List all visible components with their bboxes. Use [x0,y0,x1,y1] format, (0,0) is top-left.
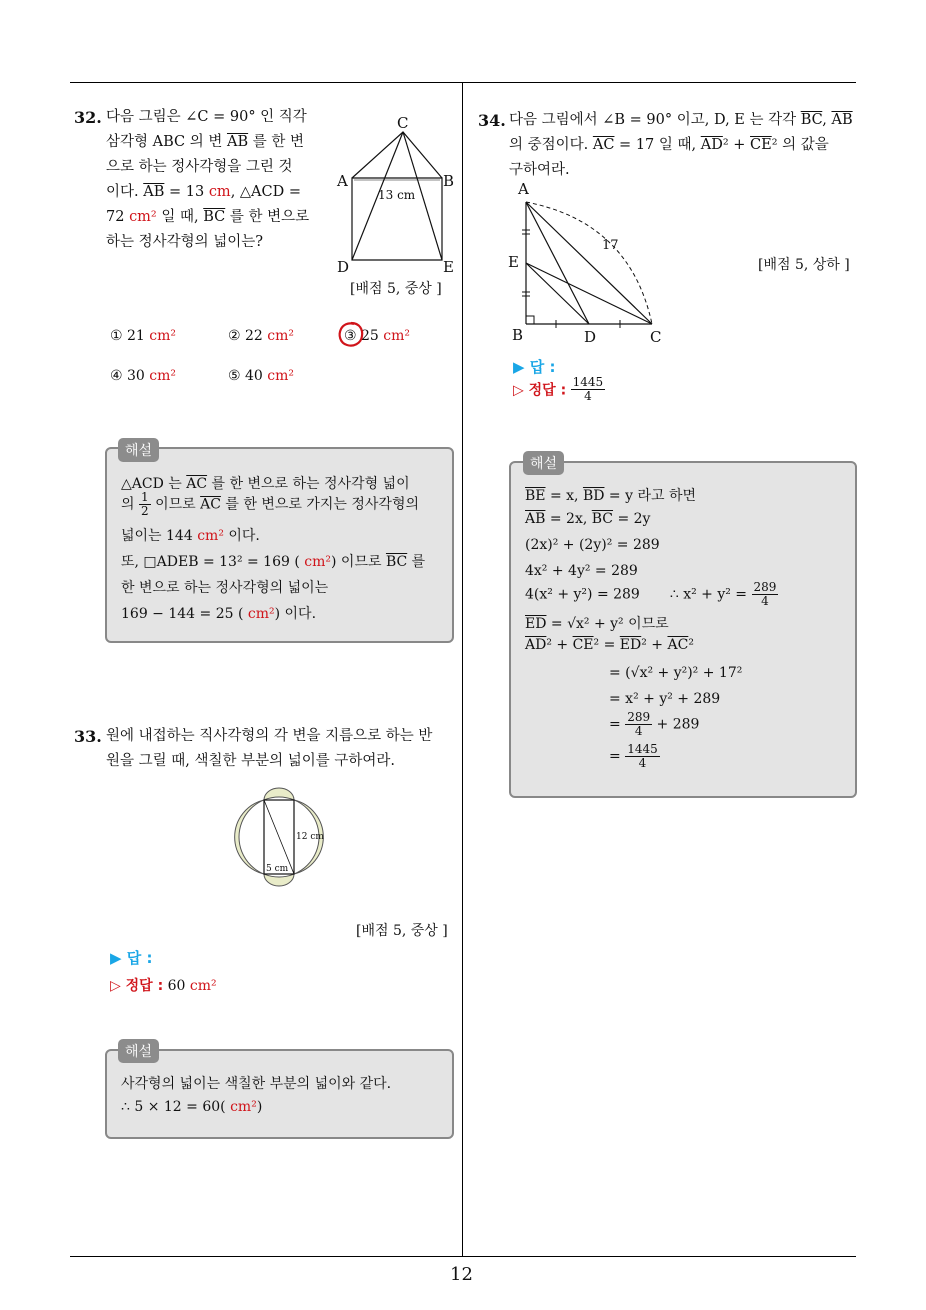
q32-choice-2[interactable]: ② 22 cm² [228,328,295,344]
q34-label-len: 17 [602,238,619,253]
q32-label-len: 13 cm [378,188,416,202]
q32-question [106,105,336,255]
q34-label-C: C [650,328,662,346]
q32-line2: 삼각형 ABC 의 변 $\overline{AB}$ 를 한 변 [106,134,304,150]
q32-line4: 이다. $\overline{AB} = 13$ cm, △ACD = [106,184,302,200]
q34-answer-input[interactable] [584,354,834,374]
q32-solution-box [105,447,454,643]
q33-label-width: 5 cm [266,864,289,874]
q33-line2: 원을 그릴 때, 색칠한 부분의 넓이를 구하여라. [106,753,395,769]
q33-solution-box [105,1049,454,1139]
q33-answer-label: ▶ 답 : [110,949,153,967]
q34-label-E: E [508,253,519,271]
q34-label-A: A [518,180,529,198]
q32-label-B: B [443,172,455,190]
q32-sol-line6: 169 − 144 = 25 ( cm²) 이다. [121,606,317,622]
q34-sol-line5: 4(x² + y²) = 289 ∴ x² + y² = $\frac{289}{4}$ [525,580,777,608]
q34-score: [배점 5, 상하 ] [758,257,850,273]
q32-sol-line5: 한 변으로 하는 정사각형의 넓이는 [121,580,329,596]
q34-solution-box [509,461,857,798]
q33-line1: 원에 내접하는 직사각형의 각 변을 지름으로 하는 반 [106,728,433,744]
q34-sol-line2: $\overline{AB} = 2x$, $\overline{BC} = 2y$ [525,511,651,527]
q34-sol-line7: $\overline{AD}^2 + \overline{CE}^2 = \overline{ED}^2 + \overline{AC}^2$ [525,637,694,653]
q32-choice-3[interactable]: ③ 25 cm² [344,328,411,344]
q34-solution-tag: 해설 [523,451,564,475]
answer-circle-icon [336,320,366,350]
q34-sol-line4: 4x² + 4y² = 289 [525,563,638,579]
q34-answer-label: ▶ 답 : [513,358,556,376]
q34-sol-line10: = $\frac{289}{4}$ + 289 [609,710,700,738]
q32-line5: 72 cm² 일 때, $\overline{BC}$ 를 한 변으로 [106,209,310,225]
column-divider [462,82,463,1257]
q33-solution-tag: 해설 [118,1039,159,1063]
q32-line3: 으로 하는 정사각형을 그린 것 [106,159,293,175]
q34-number: 34. [478,111,506,130]
q33-answer-input[interactable] [180,946,420,966]
q32-line6: 하는 정사각형의 넓이는? [106,234,264,250]
q34-figure [510,192,660,332]
q34-line2: 의 중점이다. $\overline{AC} = 17$ 일 때, $\overline{AD}^2 + \overline{CE}^2$ 의 값을 [509,137,829,153]
q34-sol-line11: = $\frac{1445}{4}$ [609,742,658,770]
q33-question [106,724,456,774]
q32-score: [배점 5, 중상 ] [350,281,442,297]
q34-label-D: D [584,328,597,346]
q32-label-E: E [443,258,454,276]
q32-sol-line4: 또, □ADEB = 13² = 169 ( cm²) 이므로 $\overline{BC}$ 를 [121,554,426,570]
bottom-rule [70,1256,856,1257]
page-number: 12 [450,1264,473,1285]
q32-label-A: A [337,172,348,190]
q33-correct: ▷ 정답 : 60 cm² [110,978,217,994]
q34-line1: 다음 그림에서 ∠B = 90° 이고, D, E 는 각각 $\overline{BC}$, $\overline{AB}$ [509,112,853,128]
q33-sol-line1: 사각형의 넓이는 색칠한 부분의 넓이와 같다. [121,1076,392,1092]
q33-number: 33. [74,727,102,746]
q33-label-height: 12 cm [296,832,324,842]
q33-score: [배점 5, 중상 ] [356,923,448,939]
q32-sol-line1: △ACD 는 $\overline{AC}$ 를 한 변으로 하는 정사각형 넓이 [121,476,410,492]
q32-label-D: D [337,258,350,276]
q32-choice-1[interactable]: ① 21 cm² [110,328,177,344]
q32-sol-line3: 넓이는 144 cm² 이다. [121,528,260,544]
top-rule [70,82,856,83]
q34-label-B: B [512,326,524,344]
q32-sol-line2: 의 $\frac{1}{2}$ 이므로 $\overline{AC}$ 를 한 변으로 가지는 정사각형의 [121,490,419,518]
q33-sol-line2: ∴ 5 × 12 = 60( cm²) [121,1099,263,1115]
q34-sol-line3: (2x)² + (2y)² = 289 [525,537,660,553]
q32-solution-tag: 해설 [118,438,159,462]
q34-sol-line1: $\overline{BE} = x$, $\overline{BD} = y$ 라고 하면 [525,488,697,504]
q32-choice-4[interactable]: ④ 30 cm² [110,368,177,384]
q34-line3: 구하여라. [509,162,570,178]
q32-line1: 다음 그림은 ∠C = 90° 인 직각 [106,109,307,125]
q34-correct: ▷ 정답 : $\frac{1445}{4}$ [513,375,604,403]
q32-label-C: C [397,114,409,132]
q32-choice-5[interactable]: ⑤ 40 cm² [228,368,295,384]
q34-sol-line8: = (√x² + y²)² + 17² [609,665,743,681]
q34-sol-line6: $\overline{ED} = √x^2 + y^2$ 이므로 [525,616,669,632]
q34-question [509,108,859,183]
q32-number: 32. [74,108,102,127]
q34-sol-line9: = x² + y² + 289 [609,691,721,707]
